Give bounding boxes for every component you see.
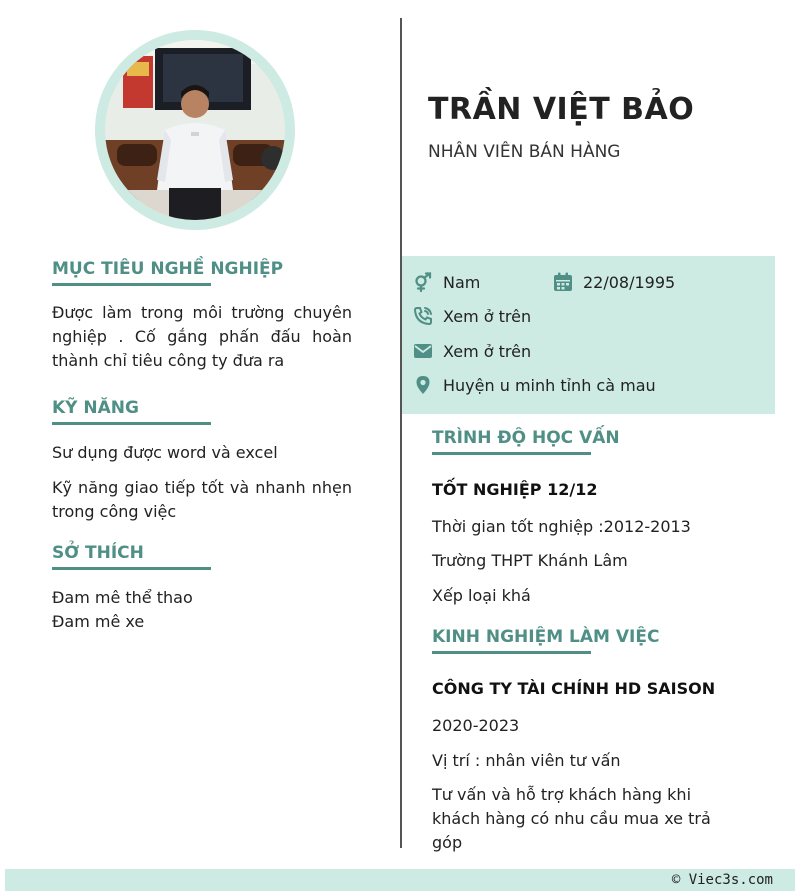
- hobbies-underline: [52, 567, 211, 570]
- hobby-item: Đam mê xe: [52, 612, 145, 631]
- phone-value: Xem ở trên: [443, 306, 532, 326]
- experience-description: Tư vấn và hỗ trợ khách hàng khi khách hàng có nhu cầu mua xe trả góp: [432, 785, 711, 852]
- experience-period: 2020-2023: [432, 716, 520, 735]
- contact-address: [413, 375, 656, 395]
- skills-title: KỸ NĂNG: [52, 398, 139, 418]
- hobby-item: Đam mê thể thao: [52, 588, 193, 607]
- education-line: Xếp loại khá: [432, 586, 531, 605]
- education-underline: [432, 452, 591, 455]
- experience-company: CÔNG TY TÀI CHÍNH HD SAISON: [432, 679, 716, 698]
- experience-title: KINH NGHIỆM LÀM VIỆC: [432, 627, 660, 647]
- experience-position: Vị trí : nhân viên tư vấn: [432, 751, 621, 770]
- education-degree: TỐT NGHIỆP 12/12: [432, 480, 598, 499]
- footer-credit: © Viec3s.com: [671, 872, 773, 888]
- skills-underline: [52, 422, 211, 425]
- column-divider: [400, 18, 402, 848]
- avatar: [105, 40, 285, 220]
- birthday-value: 22/08/1995: [583, 272, 676, 292]
- objective-underline: [52, 283, 211, 286]
- education-line: Thời gian tốt nghiệp :2012-2013: [432, 517, 691, 536]
- objective-text: Được làm trong môi trường chuyên nghiệp . Cố gắng phấn đấu hoàn thành chỉ tiêu công ty đưa ra: [52, 303, 352, 370]
- phone-icon: [413, 306, 433, 326]
- skill-item: Kỹ năng giao tiếp tốt và nhanh nhẹn trong công việc: [52, 478, 352, 521]
- email-value: Xem ở trên: [443, 341, 532, 361]
- gender-icon: [413, 272, 433, 292]
- education-line: Trường THPT Khánh Lâm: [432, 551, 628, 570]
- objective-title: MỤC TIÊU NGHỀ NGHIỆP: [52, 259, 284, 279]
- location-icon: [413, 375, 433, 395]
- contact-gender: [413, 272, 480, 292]
- address-value: Huyện u minh tỉnh cà mau: [443, 375, 656, 395]
- calendar-icon: [553, 272, 573, 292]
- contact-phone: [413, 306, 531, 326]
- gender-value: Nam: [443, 272, 481, 292]
- education-title: TRÌNH ĐỘ HỌC VẤN: [432, 428, 620, 448]
- hobbies-title: SỞ THÍCH: [52, 543, 144, 563]
- email-icon: [413, 341, 433, 361]
- skill-item: Sư dụng được word và excel: [52, 443, 278, 462]
- candidate-name: TRẦN VIỆT BẢO: [428, 92, 695, 127]
- contact-birthday: [553, 272, 675, 292]
- footer-bar: [5, 869, 795, 891]
- experience-underline: [432, 651, 591, 654]
- contact-email: [413, 341, 531, 361]
- job-title: NHÂN VIÊN BÁN HÀNG: [428, 142, 621, 162]
